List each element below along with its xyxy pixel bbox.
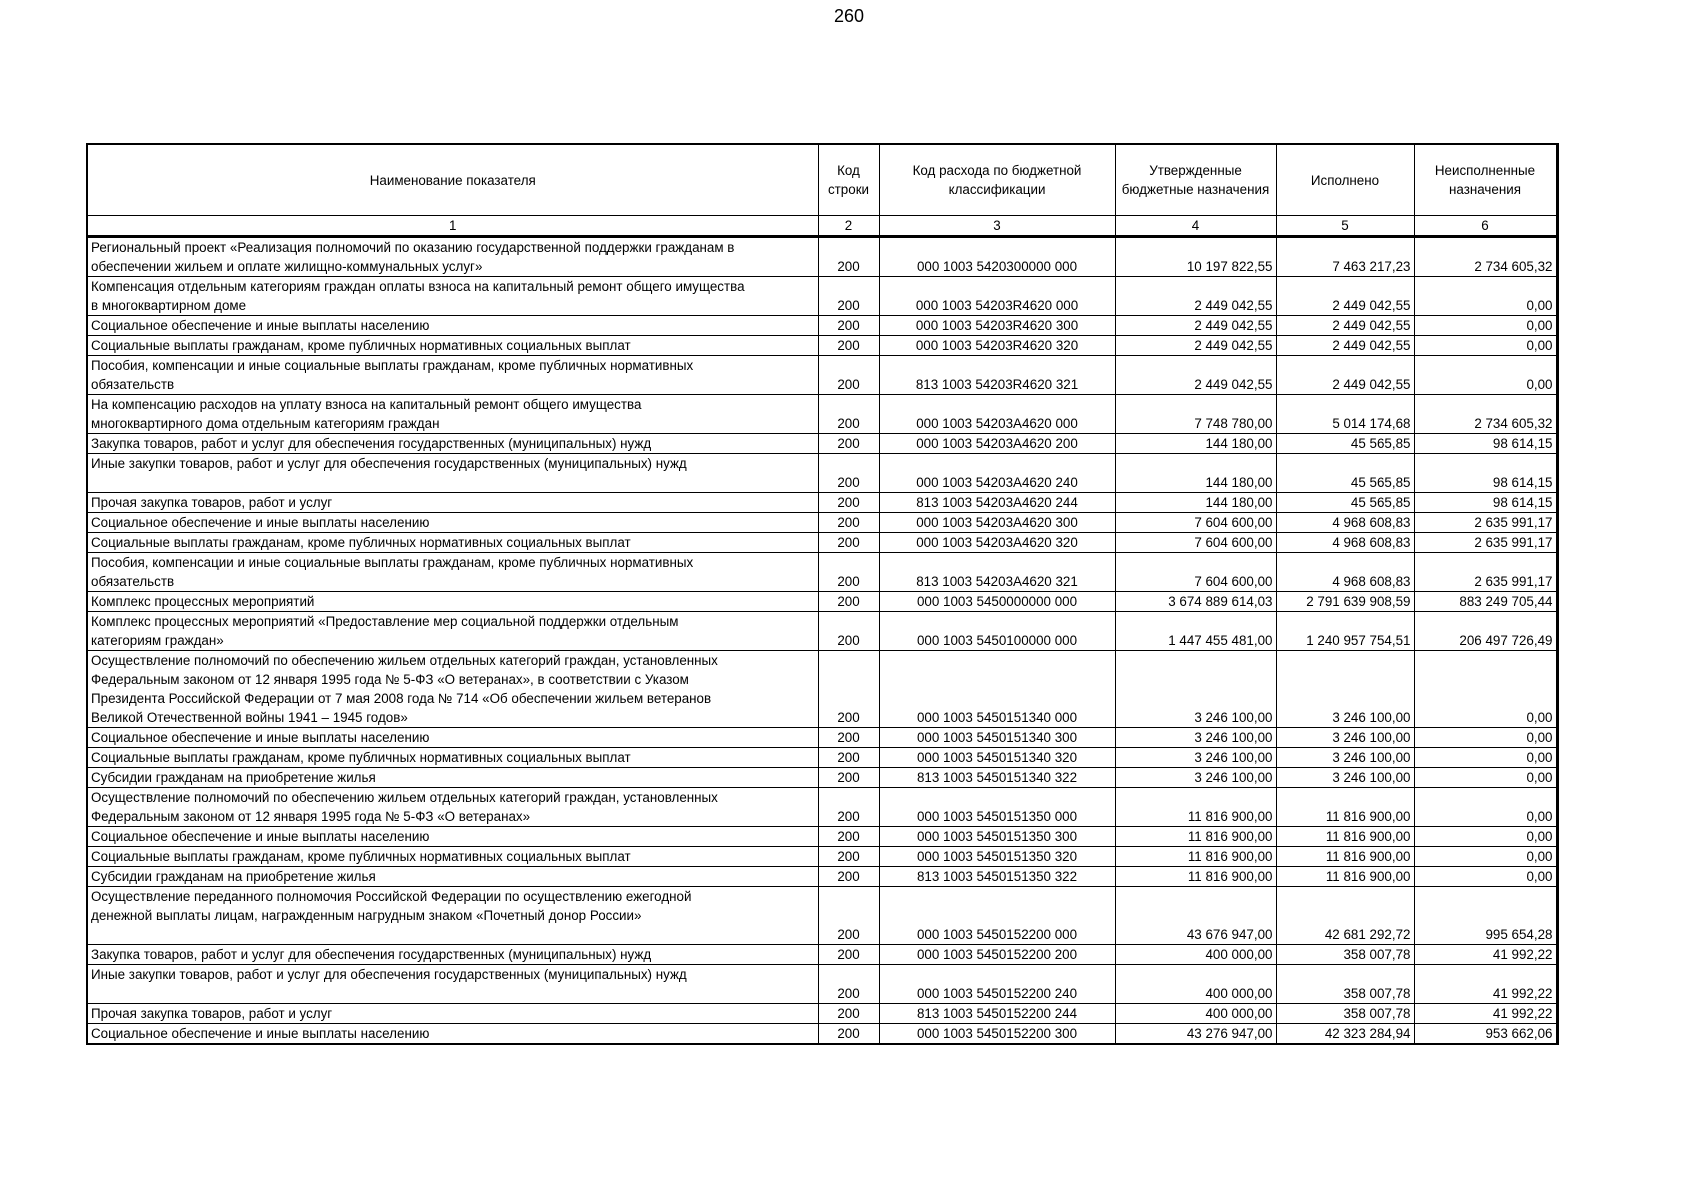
unexecuted-amount-cell: 0,00 <box>1414 316 1557 336</box>
table-row <box>87 651 1557 728</box>
table-row <box>87 788 1557 827</box>
indicator-name-line: Осуществление полномочий по обеспечению жильем отдельных категорий граждан, установленных <box>91 790 718 805</box>
line-code-cell: 200 <box>818 533 879 553</box>
table-row <box>87 434 1557 454</box>
budget-classification-cell: 000 1003 5420300000 000 <box>879 237 1115 277</box>
header-line-code: Код строки <box>818 144 879 216</box>
indicator-name-line: Великой Отечественной войны 1941 – 1945 годов» <box>91 710 408 725</box>
executed-amount-cell: 7 463 217,23 <box>1276 237 1414 277</box>
approved-amount-cell: 7 748 780,00 <box>1115 395 1276 434</box>
line-code-cell: 200 <box>818 454 879 493</box>
approved-amount-cell: 11 816 900,00 <box>1115 788 1276 827</box>
budget-classification-cell: 813 1003 54203А4620 321 <box>879 553 1115 592</box>
approved-amount-cell: 43 276 947,00 <box>1115 1024 1276 1045</box>
indicator-name-line: Президента Российской Федерации от 7 мая 2008 года № 714 «Об обеспечении жильем ветеранов <box>91 691 712 706</box>
table-row <box>87 533 1557 553</box>
header-indicator-name: Наименование показателя <box>87 144 818 216</box>
budget-classification-cell: 000 1003 5450151340 000 <box>879 651 1115 728</box>
table-row <box>87 867 1557 887</box>
indicator-name-cell <box>87 592 818 612</box>
approved-amount-cell: 7 604 600,00 <box>1115 513 1276 533</box>
table-row <box>87 728 1557 748</box>
line-code-cell: 200 <box>818 513 879 533</box>
indicator-name-cell <box>87 454 818 493</box>
indicator-name-cell <box>87 945 818 965</box>
indicator-name-line: Социальное обеспечение и иные выплаты населению <box>91 1026 430 1041</box>
line-code-cell: 200 <box>818 237 879 277</box>
approved-amount-cell: 3 246 100,00 <box>1115 768 1276 788</box>
approved-amount-cell: 400 000,00 <box>1115 945 1276 965</box>
executed-amount-cell: 358 007,78 <box>1276 945 1414 965</box>
budget-classification-cell: 000 1003 5450152200 000 <box>879 887 1115 945</box>
column-number: 2 <box>818 216 879 237</box>
budget-classification-cell: 000 1003 54203R4620 320 <box>879 336 1115 356</box>
unexecuted-amount-cell: 0,00 <box>1414 748 1557 768</box>
table-row <box>87 237 1557 277</box>
indicator-name-cell <box>87 748 818 768</box>
unexecuted-amount-cell: 0,00 <box>1414 336 1557 356</box>
indicator-name-cell <box>87 887 818 945</box>
executed-amount-cell: 3 246 100,00 <box>1276 728 1414 748</box>
indicator-name-cell <box>87 768 818 788</box>
table-row <box>87 592 1557 612</box>
line-code-cell: 200 <box>818 965 879 1004</box>
budget-classification-cell: 813 1003 54203А4620 244 <box>879 493 1115 513</box>
page-number: 260 <box>833 6 865 26</box>
unexecuted-amount-cell: 41 992,22 <box>1414 945 1557 965</box>
indicator-name-line: Социальное обеспечение и иные выплаты населению <box>91 730 430 745</box>
approved-amount-cell: 400 000,00 <box>1115 965 1276 1004</box>
executed-amount-cell: 45 565,85 <box>1276 454 1414 493</box>
indicator-name-cell <box>87 277 818 316</box>
executed-amount-cell: 3 246 100,00 <box>1276 748 1414 768</box>
unexecuted-amount-cell: 2 734 605,32 <box>1414 395 1557 434</box>
indicator-name-line: обязательств <box>91 574 175 589</box>
indicator-name-cell <box>87 533 818 553</box>
indicator-name-line: Иные закупки товаров, работ и услуг для обеспечения государственных (муниципальных) нужд <box>91 967 687 982</box>
line-code-cell: 200 <box>818 768 879 788</box>
executed-amount-cell: 11 816 900,00 <box>1276 867 1414 887</box>
indicator-name-line: Федеральным законом от 12 января 1995 года № 5-ФЗ «О ветеранах», в соответствии с Указом <box>91 672 689 687</box>
approved-amount-cell: 144 180,00 <box>1115 493 1276 513</box>
unexecuted-amount-cell: 2 635 991,17 <box>1414 553 1557 592</box>
table-row <box>87 493 1557 513</box>
line-code-cell: 200 <box>818 316 879 336</box>
unexecuted-amount-cell: 2 635 991,17 <box>1414 533 1557 553</box>
unexecuted-amount-cell: 206 497 726,49 <box>1414 612 1557 651</box>
table-body <box>87 237 1557 1045</box>
budget-classification-cell: 000 1003 5450000000 000 <box>879 592 1115 612</box>
line-code-cell: 200 <box>818 356 879 395</box>
budget-classification-cell: 000 1003 5450152200 200 <box>879 945 1115 965</box>
budget-classification-cell: 000 1003 54203А4620 300 <box>879 513 1115 533</box>
indicator-name-cell <box>87 1004 818 1024</box>
approved-amount-cell: 11 816 900,00 <box>1115 867 1276 887</box>
indicator-name-line: обязательств <box>91 377 175 392</box>
approved-amount-cell: 3 246 100,00 <box>1115 728 1276 748</box>
executed-amount-cell: 45 565,85 <box>1276 493 1414 513</box>
line-code-cell: 200 <box>818 592 879 612</box>
budget-classification-cell: 813 1003 5450151340 322 <box>879 768 1115 788</box>
table-row <box>87 277 1557 316</box>
line-code-cell: 200 <box>818 434 879 454</box>
table-row <box>87 336 1557 356</box>
budget-classification-cell: 000 1003 5450151350 320 <box>879 847 1115 867</box>
budget-classification-cell: 813 1003 5450151350 322 <box>879 867 1115 887</box>
table-row <box>87 768 1557 788</box>
column-number-row <box>87 216 1557 237</box>
indicator-name-line: многоквартирного дома отдельным категориям граждан <box>91 416 440 431</box>
indicator-name-line: Социальное обеспечение и иные выплаты населению <box>91 515 430 530</box>
indicator-name-line: Компенсация отдельным категориям граждан оплаты взноса на капитальный ремонт общего имущества <box>91 279 745 294</box>
header-executed: Исполнено <box>1276 144 1414 216</box>
indicator-name-line: Закупка товаров, работ и услуг для обеспечения государственных (муниципальных) нужд <box>91 436 652 451</box>
table-row <box>87 454 1557 493</box>
indicator-name-line: Социальное обеспечение и иные выплаты населению <box>91 829 430 844</box>
budget-classification-cell: 000 1003 54203А4620 000 <box>879 395 1115 434</box>
unexecuted-amount-cell: 41 992,22 <box>1414 1004 1557 1024</box>
line-code-cell: 200 <box>818 847 879 867</box>
indicator-name-cell <box>87 867 818 887</box>
indicator-name-line: Пособия, компенсации и иные социальные выплаты гражданам, кроме публичных нормативных <box>91 555 694 570</box>
column-number: 3 <box>879 216 1115 237</box>
indicator-name-cell <box>87 237 818 277</box>
indicator-name-line: Социальные выплаты гражданам, кроме публичных нормативных социальных выплат <box>91 338 631 353</box>
indicator-name-cell <box>87 513 818 533</box>
indicator-name-line: категориям граждан» <box>91 633 224 648</box>
approved-amount-cell: 2 449 042,55 <box>1115 336 1276 356</box>
indicator-name-line: Прочая закупка товаров, работ и услуг <box>91 495 333 510</box>
table-row <box>87 827 1557 847</box>
line-code-cell: 200 <box>818 1024 879 1045</box>
approved-amount-cell: 3 674 889 614,03 <box>1115 592 1276 612</box>
executed-amount-cell: 2 791 639 908,59 <box>1276 592 1414 612</box>
executed-amount-cell: 358 007,78 <box>1276 1004 1414 1024</box>
indicator-name-line <box>91 473 815 492</box>
executed-amount-cell: 11 816 900,00 <box>1276 847 1414 867</box>
executed-amount-cell: 3 246 100,00 <box>1276 651 1414 728</box>
executed-amount-cell: 4 968 608,83 <box>1276 553 1414 592</box>
budget-classification-cell: 000 1003 5450152200 240 <box>879 965 1115 1004</box>
executed-amount-cell: 2 449 042,55 <box>1276 356 1414 395</box>
indicator-name-line: Иные закупки товаров, работ и услуг для обеспечения государственных (муниципальных) нужд <box>91 456 687 471</box>
column-number: 6 <box>1414 216 1557 237</box>
executed-amount-cell: 358 007,78 <box>1276 965 1414 1004</box>
executed-amount-cell: 2 449 042,55 <box>1276 336 1414 356</box>
line-code-cell: 200 <box>818 887 879 945</box>
indicator-name-line: обеспечении жильем и оплате жилищно-коммунальных услуг» <box>91 259 483 274</box>
unexecuted-amount-cell: 2 734 605,32 <box>1414 237 1557 277</box>
executed-amount-cell: 3 246 100,00 <box>1276 768 1414 788</box>
line-code-cell: 200 <box>818 728 879 748</box>
table-row <box>87 887 1557 945</box>
approved-amount-cell: 400 000,00 <box>1115 1004 1276 1024</box>
indicator-name-cell <box>87 651 818 728</box>
line-code-cell: 200 <box>818 1004 879 1024</box>
indicator-name-line: Региональный проект «Реализация полномочий по оказанию государственной поддержки гражданам в <box>91 240 735 255</box>
table-row <box>87 1004 1557 1024</box>
budget-execution-table <box>86 143 1559 1045</box>
approved-amount-cell: 1 447 455 481,00 <box>1115 612 1276 651</box>
executed-amount-cell: 45 565,85 <box>1276 434 1414 454</box>
unexecuted-amount-cell: 0,00 <box>1414 277 1557 316</box>
approved-amount-cell: 11 816 900,00 <box>1115 827 1276 847</box>
approved-amount-cell: 7 604 600,00 <box>1115 533 1276 553</box>
line-code-cell: 200 <box>818 493 879 513</box>
indicator-name-line: Осуществление переданного полномочия Российской Федерации по осуществлению ежегодной <box>91 889 692 904</box>
indicator-name-line: Субсидии гражданам на приобретение жилья <box>91 770 376 785</box>
indicator-name-cell <box>87 847 818 867</box>
approved-amount-cell: 144 180,00 <box>1115 454 1276 493</box>
indicator-name-cell <box>87 356 818 395</box>
line-code-cell: 200 <box>818 612 879 651</box>
indicator-name-cell <box>87 553 818 592</box>
indicator-name-cell <box>87 493 818 513</box>
budget-classification-cell: 000 1003 54203А4620 200 <box>879 434 1115 454</box>
line-code-cell: 200 <box>818 867 879 887</box>
unexecuted-amount-cell: 883 249 705,44 <box>1414 592 1557 612</box>
unexecuted-amount-cell: 98 614,15 <box>1414 434 1557 454</box>
indicator-name-line <box>91 984 815 1003</box>
indicator-name-cell <box>87 612 818 651</box>
indicator-name-line: денежной выплаты лицам, награжденным нагрудным знаком «Почетный донор России» <box>91 908 642 923</box>
indicator-name-line: Прочая закупка товаров, работ и услуг <box>91 1006 333 1021</box>
indicator-name-cell <box>87 395 818 434</box>
budget-classification-cell: 000 1003 5450100000 000 <box>879 612 1115 651</box>
executed-amount-cell: 1 240 957 754,51 <box>1276 612 1414 651</box>
table-row <box>87 965 1557 1004</box>
budget-classification-cell: 813 1003 5450152200 244 <box>879 1004 1115 1024</box>
budget-classification-cell: 000 1003 54203R4620 000 <box>879 277 1115 316</box>
unexecuted-amount-cell: 995 654,28 <box>1414 887 1557 945</box>
column-number: 5 <box>1276 216 1414 237</box>
executed-amount-cell: 11 816 900,00 <box>1276 827 1414 847</box>
indicator-name-line: Федеральным законом от 12 января 1995 года № 5-ФЗ «О ветеранах» <box>91 809 531 824</box>
table-row <box>87 1024 1557 1045</box>
line-code-cell: 200 <box>818 945 879 965</box>
unexecuted-amount-cell: 0,00 <box>1414 651 1557 728</box>
indicator-name-cell <box>87 434 818 454</box>
table-row <box>87 847 1557 867</box>
approved-amount-cell: 11 816 900,00 <box>1115 847 1276 867</box>
indicator-name-line: Осуществление полномочий по обеспечению жильем отдельных категорий граждан, установленных <box>91 653 718 668</box>
table-row <box>87 553 1557 592</box>
indicator-name-cell <box>87 336 818 356</box>
unexecuted-amount-cell: 0,00 <box>1414 827 1557 847</box>
unexecuted-amount-cell: 0,00 <box>1414 867 1557 887</box>
indicator-name-line: Комплекс процессных мероприятий <box>91 594 315 609</box>
indicator-name-line: Социальные выплаты гражданам, кроме публичных нормативных социальных выплат <box>91 849 631 864</box>
header-budget-classification: Код расхода по бюджетной классификации <box>879 144 1115 216</box>
executed-amount-cell: 42 323 284,94 <box>1276 1024 1414 1045</box>
budget-classification-cell: 000 1003 5450152200 300 <box>879 1024 1115 1045</box>
indicator-name-line: На компенсацию расходов на уплату взноса на капитальный ремонт общего имущества <box>91 397 642 412</box>
line-code-cell: 200 <box>818 553 879 592</box>
executed-amount-cell: 4 968 608,83 <box>1276 513 1414 533</box>
indicator-name-line: Субсидии гражданам на приобретение жилья <box>91 869 376 884</box>
line-code-cell: 200 <box>818 748 879 768</box>
approved-amount-cell: 2 449 042,55 <box>1115 316 1276 336</box>
indicator-name-line: в многоквартирном доме <box>91 298 247 313</box>
budget-classification-cell: 000 1003 54203А4620 240 <box>879 454 1115 493</box>
approved-amount-cell: 10 197 822,55 <box>1115 237 1276 277</box>
executed-amount-cell: 5 014 174,68 <box>1276 395 1414 434</box>
table-row <box>87 748 1557 768</box>
unexecuted-amount-cell: 0,00 <box>1414 847 1557 867</box>
budget-classification-cell: 000 1003 5450151340 320 <box>879 748 1115 768</box>
unexecuted-amount-cell: 0,00 <box>1414 728 1557 748</box>
column-number: 4 <box>1115 216 1276 237</box>
approved-amount-cell: 3 246 100,00 <box>1115 651 1276 728</box>
table-row <box>87 513 1557 533</box>
header-unexecuted: Неисполненные назначения <box>1414 144 1557 216</box>
indicator-name-line <box>91 925 815 944</box>
approved-amount-cell: 2 449 042,55 <box>1115 356 1276 395</box>
indicator-name-line: Социальные выплаты гражданам, кроме публичных нормативных социальных выплат <box>91 750 631 765</box>
approved-amount-cell: 43 676 947,00 <box>1115 887 1276 945</box>
approved-amount-cell: 144 180,00 <box>1115 434 1276 454</box>
table-row <box>87 945 1557 965</box>
indicator-name-line: Социальные выплаты гражданам, кроме публичных нормативных социальных выплат <box>91 535 631 550</box>
table-row <box>87 612 1557 651</box>
indicator-name-cell <box>87 788 818 827</box>
line-code-cell: 200 <box>818 651 879 728</box>
line-code-cell: 200 <box>818 277 879 316</box>
unexecuted-amount-cell: 0,00 <box>1414 768 1557 788</box>
approved-amount-cell: 2 449 042,55 <box>1115 277 1276 316</box>
unexecuted-amount-cell: 953 662,06 <box>1414 1024 1557 1045</box>
budget-classification-cell: 000 1003 5450151340 300 <box>879 728 1115 748</box>
column-number: 1 <box>87 216 818 237</box>
indicator-name-line: Социальное обеспечение и иные выплаты населению <box>91 318 430 333</box>
executed-amount-cell: 2 449 042,55 <box>1276 277 1414 316</box>
line-code-cell: 200 <box>818 788 879 827</box>
unexecuted-amount-cell: 2 635 991,17 <box>1414 513 1557 533</box>
executed-amount-cell: 2 449 042,55 <box>1276 316 1414 336</box>
executed-amount-cell: 4 968 608,83 <box>1276 533 1414 553</box>
approved-amount-cell: 7 604 600,00 <box>1115 553 1276 592</box>
table-header-row <box>87 144 1557 216</box>
budget-classification-cell: 000 1003 5450151350 000 <box>879 788 1115 827</box>
approved-amount-cell: 3 246 100,00 <box>1115 748 1276 768</box>
unexecuted-amount-cell: 98 614,15 <box>1414 493 1557 513</box>
header-approved: Утвержденные бюджетные назначения <box>1115 144 1276 216</box>
unexecuted-amount-cell: 0,00 <box>1414 788 1557 827</box>
table-row <box>87 356 1557 395</box>
executed-amount-cell: 42 681 292,72 <box>1276 887 1414 945</box>
line-code-cell: 200 <box>818 827 879 847</box>
table-row <box>87 316 1557 336</box>
indicator-name-cell <box>87 728 818 748</box>
indicator-name-line: Закупка товаров, работ и услуг для обеспечения государственных (муниципальных) нужд <box>91 947 652 962</box>
budget-classification-cell: 813 1003 54203R4620 321 <box>879 356 1115 395</box>
indicator-name-cell <box>87 965 818 1004</box>
executed-amount-cell: 11 816 900,00 <box>1276 788 1414 827</box>
budget-classification-cell: 000 1003 54203R4620 300 <box>879 316 1115 336</box>
unexecuted-amount-cell: 0,00 <box>1414 356 1557 395</box>
budget-classification-cell: 000 1003 5450151350 300 <box>879 827 1115 847</box>
indicator-name-line: Пособия, компенсации и иные социальные выплаты гражданам, кроме публичных нормативных <box>91 358 694 373</box>
indicator-name-cell <box>87 827 818 847</box>
indicator-name-cell <box>87 1024 818 1045</box>
indicator-name-cell <box>87 316 818 336</box>
table-row <box>87 395 1557 434</box>
unexecuted-amount-cell: 98 614,15 <box>1414 454 1557 493</box>
line-code-cell: 200 <box>818 336 879 356</box>
indicator-name-line: Комплекс процессных мероприятий «Предоставление мер социальной поддержки отдельным <box>91 614 679 629</box>
budget-classification-cell: 000 1003 54203А4620 320 <box>879 533 1115 553</box>
line-code-cell: 200 <box>818 395 879 434</box>
unexecuted-amount-cell: 41 992,22 <box>1414 965 1557 1004</box>
